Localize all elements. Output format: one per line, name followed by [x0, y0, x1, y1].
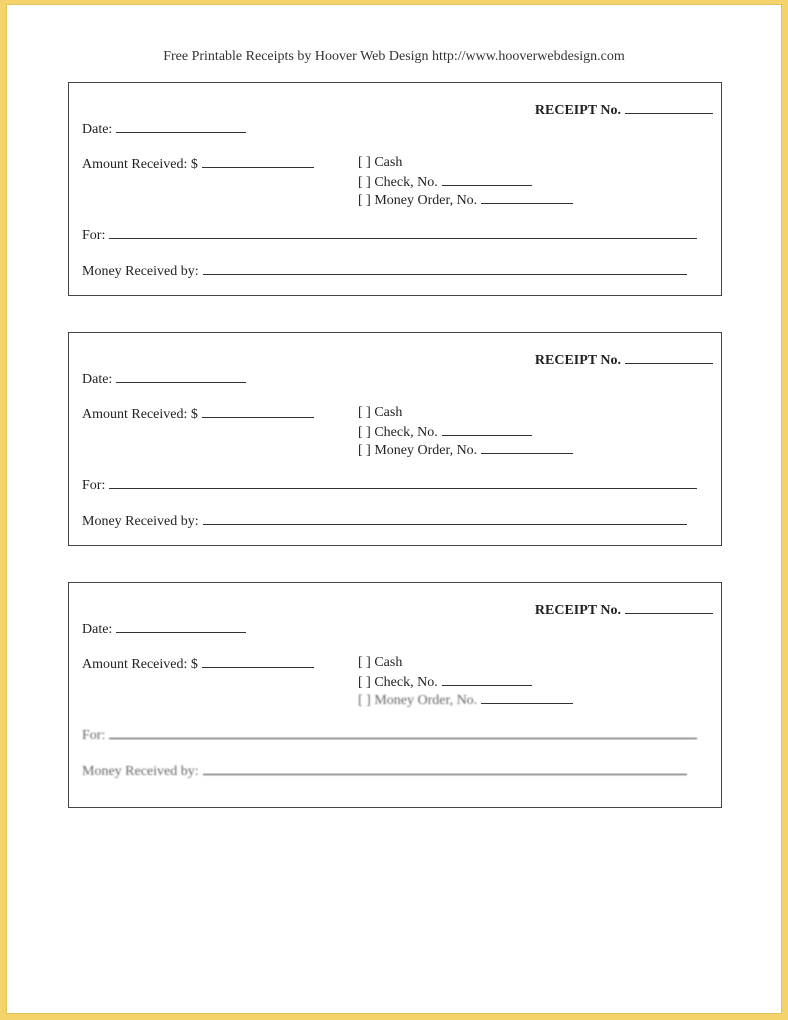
for-line[interactable]: [109, 226, 697, 239]
for-label: For:: [82, 228, 106, 243]
received-by-field[interactable]: [82, 762, 687, 780]
for-field[interactable]: [82, 726, 697, 744]
for-label: For:: [82, 728, 106, 743]
money-order-label: [ ] Money Order, No.: [358, 443, 478, 458]
money-order-option[interactable]: [358, 191, 573, 209]
check-option[interactable]: [358, 173, 532, 191]
cash-label: [ ] Cash: [358, 155, 403, 170]
amount-field[interactable]: [82, 655, 314, 673]
for-line[interactable]: [109, 726, 697, 739]
received-by-field[interactable]: [82, 262, 687, 280]
check-label: [ ] Check, No.: [358, 425, 438, 440]
page-header: Free Printable Receipts by Hoover Web Design http://www.hooverwebdesign.com: [163, 49, 625, 64]
received-by-label: Money Received by:: [82, 514, 199, 529]
for-field[interactable]: [82, 476, 697, 494]
receipt-number-field[interactable]: [535, 101, 713, 119]
amount-field[interactable]: [82, 155, 314, 173]
money-order-label: [ ] Money Order, No.: [358, 193, 478, 208]
received-by-label: Money Received by:: [82, 764, 199, 779]
for-line[interactable]: [109, 476, 697, 489]
receipt-page: [6, 4, 782, 1014]
receipt-number-label: RECEIPT No.: [534, 103, 621, 118]
received-by-line[interactable]: [203, 262, 687, 275]
for-field[interactable]: [82, 226, 697, 244]
money-order-option[interactable]: [358, 691, 573, 709]
receipt-form-3: [68, 582, 722, 808]
money-order-option[interactable]: [358, 441, 573, 459]
cash-option[interactable]: [358, 155, 402, 171]
date-field[interactable]: [82, 620, 246, 638]
receipt-form-2: [68, 332, 722, 546]
check-number-line[interactable]: [442, 673, 532, 686]
date-label: Date:: [82, 372, 113, 387]
received-by-field[interactable]: [82, 512, 687, 530]
check-label: [ ] Check, No.: [358, 675, 438, 690]
received-by-line[interactable]: [203, 762, 687, 775]
date-line[interactable]: [116, 370, 246, 383]
receipt-number-line[interactable]: [625, 351, 713, 364]
amount-field[interactable]: [82, 405, 314, 423]
amount-label: Amount Received: $: [82, 657, 198, 672]
money-order-number-line[interactable]: [481, 441, 573, 454]
money-order-number-line[interactable]: [481, 691, 573, 704]
check-number-line[interactable]: [442, 423, 532, 436]
for-label: For:: [82, 478, 106, 493]
date-line[interactable]: [116, 620, 246, 633]
receipt-number-label: RECEIPT No.: [534, 603, 621, 618]
cash-label: [ ] Cash: [358, 655, 403, 670]
date-label: Date:: [82, 122, 113, 137]
receipt-number-field[interactable]: [535, 351, 713, 369]
receipt-number-line[interactable]: [625, 101, 713, 114]
check-label: [ ] Check, No.: [358, 175, 438, 190]
cash-option[interactable]: [358, 655, 402, 671]
receipt-form-1: [68, 82, 722, 296]
cash-label: [ ] Cash: [358, 405, 403, 420]
receipt-number-line[interactable]: [625, 601, 713, 614]
amount-label: Amount Received: $: [82, 157, 198, 172]
receipt-number-label: RECEIPT No.: [534, 353, 621, 368]
amount-label: Amount Received: $: [82, 407, 198, 422]
received-by-label: Money Received by:: [82, 264, 199, 279]
amount-line[interactable]: [202, 405, 314, 418]
date-field[interactable]: [82, 370, 246, 388]
date-field[interactable]: [82, 120, 246, 138]
received-by-line[interactable]: [203, 512, 687, 525]
money-order-label: [ ] Money Order, No.: [358, 693, 478, 708]
check-option[interactable]: [358, 673, 532, 691]
money-order-number-line[interactable]: [481, 191, 573, 204]
amount-line[interactable]: [202, 655, 314, 668]
date-label: Date:: [82, 622, 113, 637]
check-option[interactable]: [358, 423, 532, 441]
receipt-number-field[interactable]: [535, 601, 713, 619]
amount-line[interactable]: [202, 155, 314, 168]
check-number-line[interactable]: [442, 173, 532, 186]
cash-option[interactable]: [358, 405, 402, 421]
date-line[interactable]: [116, 120, 246, 133]
